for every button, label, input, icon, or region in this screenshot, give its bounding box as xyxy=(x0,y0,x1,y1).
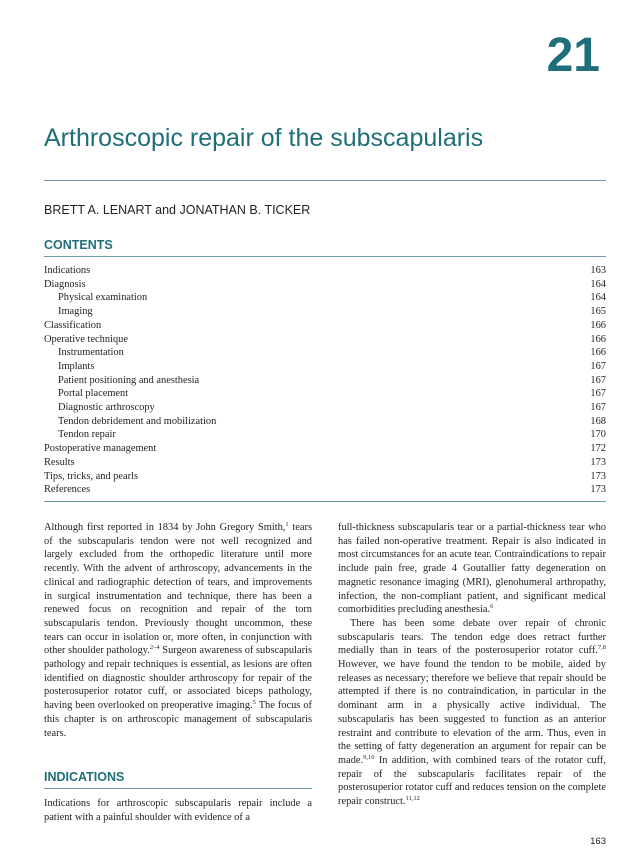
toc-entry-label: Tips, tricks, and pearls xyxy=(44,470,138,482)
table-of-contents xyxy=(44,264,606,497)
toc-entry-label: Tendon repair xyxy=(58,429,116,441)
intro-text-4: The focus of this chapter is on arthroscopic management of subscapularis tears. xyxy=(44,700,313,739)
toc-entry xyxy=(44,278,606,292)
toc-entry-page: 165 xyxy=(590,306,606,318)
toc-entry-label: Portal placement xyxy=(58,388,129,400)
chapter-authors: BRETT A. LENART and JONATHAN B. TICKER xyxy=(44,203,311,217)
toc-entry-label: References xyxy=(44,484,91,496)
chapter-number: 21 xyxy=(546,29,600,82)
toc-entry-label: Results xyxy=(44,456,75,468)
toc-entry xyxy=(44,346,606,360)
toc-entry-page: 167 xyxy=(590,374,606,386)
citation-ref: 6 xyxy=(490,603,494,611)
toc-entry-page: 166 xyxy=(590,333,606,345)
toc-entry-label: Patient positioning and anesthesia xyxy=(58,374,200,386)
toc-entry xyxy=(44,456,606,470)
toc-entry xyxy=(44,483,606,497)
indications-continued-paragraph xyxy=(338,521,606,617)
toc-entry-page: 167 xyxy=(590,402,606,414)
toc-entry-page: 167 xyxy=(590,388,606,400)
contents-heading: CONTENTS xyxy=(44,238,113,252)
toc-entry-page: 168 xyxy=(590,415,606,427)
indications-divider xyxy=(44,788,312,789)
toc-entry-label: Indications xyxy=(44,265,91,276)
chronic-tears-paragraph xyxy=(338,617,606,809)
contents-divider xyxy=(44,256,606,257)
toc-entry xyxy=(44,415,606,429)
citation-ref: 1 xyxy=(285,521,289,528)
intro-paragraph xyxy=(44,521,312,740)
toc-entry xyxy=(44,264,606,278)
body-column-right xyxy=(338,521,606,809)
toc-entry-label: Classification xyxy=(44,319,102,331)
toc-entry-page: 163 xyxy=(590,265,606,276)
title-divider xyxy=(44,180,606,181)
toc-entry-page: 173 xyxy=(590,484,606,496)
toc-entry xyxy=(44,442,606,456)
page-number: 163 xyxy=(590,836,606,847)
toc-entry xyxy=(44,401,606,415)
toc-entry xyxy=(44,374,606,388)
toc-entry-page: 167 xyxy=(590,360,606,372)
toc-entry xyxy=(44,428,606,442)
citation-ref: 9,10 xyxy=(363,753,375,761)
toc-entry-page: 172 xyxy=(590,443,606,455)
indications-heading: INDICATIONS xyxy=(44,770,125,784)
toc-entry xyxy=(44,333,606,347)
toc-entry-label: Diagnostic arthroscopy xyxy=(58,402,155,414)
intro-text-1: Although first reported in 1834 by John Gregory Smith, xyxy=(44,522,286,533)
toc-entry-label: Implants xyxy=(58,360,95,372)
toc-entry-label: Diagnosis xyxy=(44,278,86,290)
toc-entry-page: 173 xyxy=(590,456,606,468)
toc-entry-label: Imaging xyxy=(58,306,93,318)
toc-entry-label: Tendon debridement and mobilization xyxy=(58,415,217,427)
toc-entry-label: Physical examination xyxy=(58,292,148,304)
indications-paragraph: Indications for arthroscopic subscapularis repair include a patient with a painful shoulder with evidence of a xyxy=(44,798,312,823)
intro-text-3: Surgeon awareness of subscapularis pathology and repair techniques is essential, as lesions are often identified on diagnostic shoulder arthroscopy for repair of the posterosuperior rotator cuff, or associated biceps pathology, having been overlooked on preoperative imaging. xyxy=(44,645,312,712)
citation-ref: 2–4 xyxy=(149,644,160,652)
indications-column xyxy=(44,797,312,824)
toc-entry xyxy=(44,360,606,374)
toc-entry-page: 164 xyxy=(590,278,606,290)
toc-entry-label: Operative technique xyxy=(44,333,128,345)
toc-entry-page: 164 xyxy=(590,292,606,304)
citation-ref: 5 xyxy=(252,699,256,707)
toc-entry-page: 166 xyxy=(590,347,606,359)
toc-entry-page: 173 xyxy=(590,470,606,482)
chronic-text-3: In addition, with combined tears of the rotator cuff, repair of the subscapularis facilitates repair of the posterosuperior rotator cuff and reduces tension on the complete repair construct. xyxy=(338,754,606,808)
chronic-text-1: There has been some debate over repair of chronic subscapularis tears. The tendon edge does retract further medially than in tears of the posterosuperior rotator cuff. xyxy=(338,617,606,657)
toc-entry xyxy=(44,291,606,305)
toc-entry-label: Instrumentation xyxy=(58,347,124,359)
toc-entry-page: 166 xyxy=(590,319,606,331)
body-column-left xyxy=(44,521,312,740)
citation-ref: 7,8 xyxy=(597,644,606,652)
toc-entry-label: Postoperative management xyxy=(44,443,157,455)
contents-end-divider xyxy=(44,501,606,502)
toc-entry-page: 170 xyxy=(590,429,606,441)
intro-text-2: tears of the subscapularis tendon were not well recognized and largely excluded from the orthopedic literature until more recently. With the advent of arthroscopy, advancements in the clinical and radiographic detection of tears, and improvements in surgical instrumentation and technique, there has been a renewed focus on recognition and repair of the torn subscapularis tendon. Previously thought uncommon, these tears can occur in isolation or, more often, in conjunction with other shoulder pathology. xyxy=(44,522,313,657)
toc-entry xyxy=(44,319,606,333)
toc-entry xyxy=(44,305,606,319)
indications-text: full-thickness subscapularis tear or a partial-thickness tear who has failed non-operative treatment. Repair is also indicated in most circumstances for an acute tear. Contraindications to repair include pain free, grade 4 Goutallier fatty degeneration on magnetic resonance imaging (MRI), glenohumeral arthropathy, infection, the non-compliant patient, and significant medical comorbidities precluding anesthesia. xyxy=(338,522,606,616)
toc-entry xyxy=(44,387,606,401)
toc-entry xyxy=(44,470,606,484)
chapter-title: Arthroscopic repair of the subscapularis xyxy=(44,124,484,152)
citation-ref: 11,12 xyxy=(405,795,420,803)
chronic-text-2: However, we have found the tendon to be mobile, aided by releases as necessary; therefore we believe that repair should be attempted if there is no contraindication, in particular in the dominant arm in a physically active individual. The subscapularis has been suggested to function as an anterior restraint and contribute to elevation of the arm. Thus, even in the setting of fatty degeneration an argument for repair can be made. xyxy=(338,659,606,766)
